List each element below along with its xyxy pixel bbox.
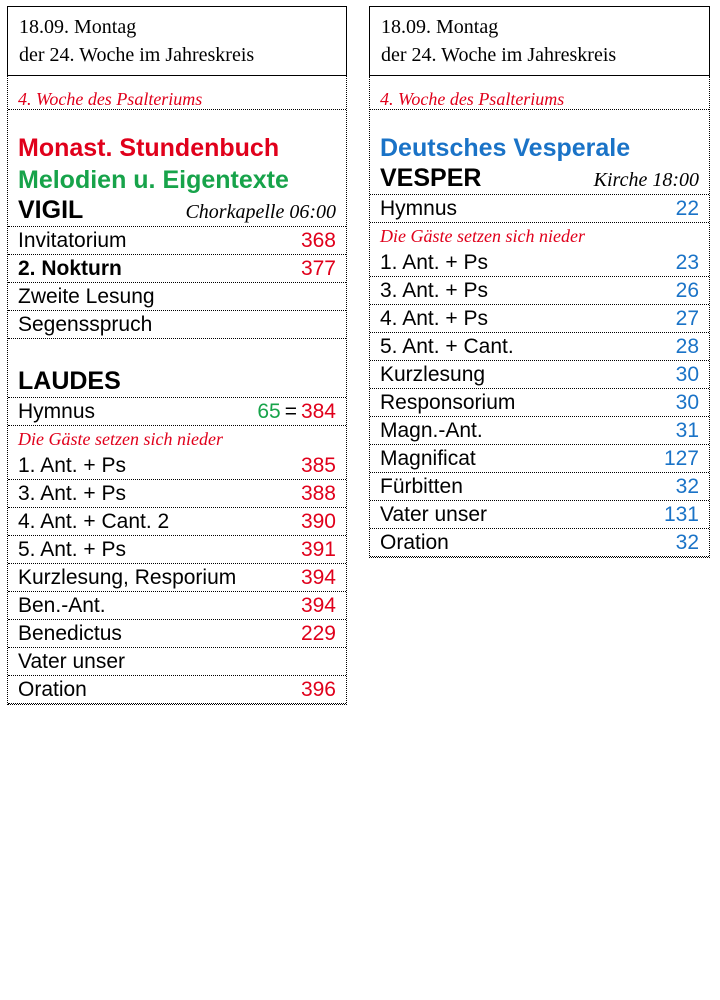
list-item — [8, 564, 346, 592]
right-schedule-panel — [369, 6, 710, 558]
page-number: 30 — [675, 390, 699, 414]
list-item — [8, 283, 346, 311]
list-item — [370, 501, 709, 529]
page-number: 385 — [300, 453, 336, 477]
list-item — [8, 676, 346, 704]
page-number: 394 — [300, 593, 336, 617]
page-number: 131 — [663, 502, 699, 526]
hour-heading-laudes — [8, 367, 346, 398]
laudes-rows — [8, 452, 346, 704]
guests-note: Die Gäste setzen sich nieder — [380, 226, 585, 246]
item-label: Vater unser — [18, 649, 125, 673]
item-label: Benedictus — [18, 621, 122, 645]
item-label: 4. Ant. + Cant. 2 — [18, 509, 170, 533]
item-label: Oration — [18, 677, 87, 701]
date-header — [369, 6, 710, 76]
hour-name: VESPER — [380, 164, 482, 192]
page-number: 31 — [675, 418, 699, 442]
week-line: der 24. Woche im Jahreskreis — [381, 44, 617, 66]
list-item — [370, 249, 709, 277]
list-item — [8, 508, 346, 536]
page-number: 368 — [300, 228, 336, 252]
page-number: 377 — [300, 256, 336, 280]
page-number: 23 — [675, 250, 699, 274]
psalter-week: 4. Woche des Psalteriums — [370, 76, 709, 110]
page-number: 396 — [300, 677, 336, 701]
book-title: Deutsches Vesperale — [380, 134, 631, 162]
item-label: Kurzlesung, Resporium — [18, 565, 237, 589]
page-number: 27 — [675, 306, 699, 330]
item-label: Segensspruch — [18, 312, 153, 336]
hour-name: LAUDES — [18, 367, 121, 395]
list-item — [8, 227, 346, 255]
page-number: 127 — [663, 446, 699, 470]
list-item — [370, 473, 709, 501]
page-number: 32 — [675, 530, 699, 554]
vesper-rows — [370, 249, 709, 557]
list-item — [8, 620, 346, 648]
item-label: 1. Ant. + Ps — [18, 453, 126, 477]
hour-place-time: Kirche 18:00 — [593, 169, 699, 191]
vigil-rows — [8, 227, 346, 339]
item-label: Kurzlesung — [380, 362, 486, 386]
page-number-green: 65 — [257, 399, 281, 423]
list-item — [370, 195, 709, 223]
hour-name: VIGIL — [18, 196, 84, 224]
date-line: 18.09. Montag — [19, 16, 137, 38]
date-header — [7, 6, 347, 76]
guests-note: Die Gäste setzen sich nieder — [18, 429, 223, 449]
list-item — [370, 445, 709, 473]
page-number: 30 — [675, 362, 699, 386]
page-number: 391 — [300, 537, 336, 561]
list-item — [370, 305, 709, 333]
list-item — [8, 255, 346, 283]
item-label: Hymnus — [380, 196, 458, 220]
item-label: 4. Ant. + Ps — [380, 306, 488, 330]
book-title: Monast. Stundenbuch — [18, 134, 280, 162]
list-item — [370, 361, 709, 389]
item-label: 5. Ant. + Ps — [18, 537, 126, 561]
item-label: 3. Ant. + Ps — [380, 278, 488, 302]
list-item — [8, 311, 346, 339]
item-label: Vater unser — [380, 502, 487, 526]
list-item — [370, 333, 709, 361]
item-label: Magnificat — [380, 446, 476, 470]
item-label: Oration — [380, 530, 449, 554]
list-item — [8, 452, 346, 480]
item-label: Zweite Lesung — [18, 284, 155, 308]
page-number: 32 — [675, 474, 699, 498]
left-schedule-panel — [7, 6, 347, 705]
equals-sign: = — [284, 399, 297, 423]
list-item — [8, 480, 346, 508]
item-label: 1. Ant. + Ps — [380, 250, 488, 274]
item-label: Ben.-Ant. — [18, 593, 106, 617]
list-item — [8, 398, 346, 426]
schedule-body — [369, 76, 710, 558]
date-line: 18.09. Montag — [381, 16, 499, 38]
item-label: Fürbitten — [380, 474, 463, 498]
list-item — [370, 389, 709, 417]
page-number: 22 — [675, 196, 699, 220]
item-label: Responsorium — [380, 390, 516, 414]
list-item — [370, 529, 709, 557]
item-label: 5. Ant. + Cant. — [380, 334, 514, 358]
list-item — [8, 648, 346, 676]
list-item — [370, 417, 709, 445]
psalter-week: 4. Woche des Psalteriums — [8, 76, 346, 110]
hour-place-time: Chorkapelle 06:00 — [185, 201, 336, 223]
week-line: der 24. Woche im Jahreskreis — [19, 44, 255, 66]
book-subtitle: Melodien u. Eigentexte — [18, 166, 289, 194]
item-label: 3. Ant. + Ps — [18, 481, 126, 505]
page-number: 384 — [300, 399, 336, 423]
hour-heading-vesper — [370, 164, 709, 195]
page-number: 388 — [300, 481, 336, 505]
page-number: 28 — [675, 334, 699, 358]
page-number: 229 — [300, 621, 336, 645]
page-number: 390 — [300, 509, 336, 533]
schedule-body — [7, 76, 347, 705]
page-number: 394 — [300, 565, 336, 589]
item-label: Magn.-Ant. — [380, 418, 483, 442]
list-item — [370, 277, 709, 305]
item-label: 2. Nokturn — [18, 256, 122, 280]
list-item — [8, 592, 346, 620]
item-label: Invitatorium — [18, 228, 127, 252]
list-item — [8, 536, 346, 564]
item-label: Hymnus — [18, 399, 96, 423]
page-number: 26 — [675, 278, 699, 302]
hour-heading-vigil — [8, 196, 346, 227]
